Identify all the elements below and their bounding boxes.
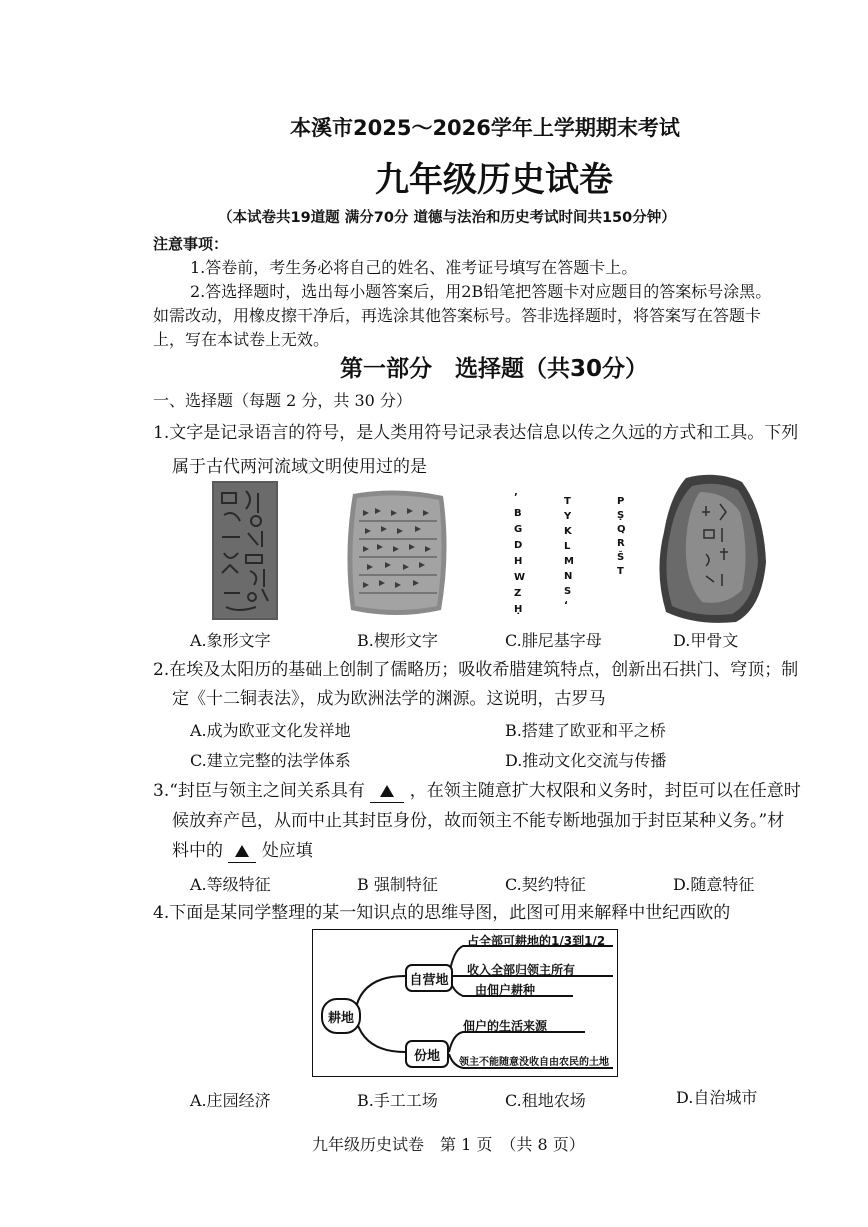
q3-stem-part-2: ，在领主随意扩大权限和义务时，封臣可以在任意时 — [409, 781, 801, 801]
q1-stem-line-1: 1.文字是记录语言的符号，是人类用符号记录表达信息以传之久远的方式和工具。下列 — [153, 423, 799, 443]
notice-item-2-line-3: 上，写在本试卷上无效。 — [153, 330, 330, 349]
q4-stem-line-1: 4.下面是某同学整理的某一知识点的思维导图，此图可用来解释中世纪西欧的 — [153, 903, 731, 923]
q4-option-d[interactable]: D.自治城市 — [676, 1088, 758, 1107]
alphabet-letter: S — [564, 586, 572, 597]
notice-item-2-line-2: 如需改动，用橡皮擦干净后，再选涂其他答案标号。答非选择题时，将答案写在答题卡 — [153, 306, 762, 325]
q1-option-a[interactable]: A.象形文字 — [190, 631, 271, 650]
mind-map-root: 耕地 — [321, 998, 361, 1034]
alphabet-letter: K — [564, 526, 572, 537]
q3-stem-part-1: 3.“封臣与领主之间关系具有 — [153, 781, 365, 801]
oracle-bone-image — [656, 472, 768, 624]
alphabet-letter: ‘ — [564, 600, 568, 611]
alphabet-letter: Z — [514, 588, 522, 599]
q4-option-c[interactable]: C.租地农场 — [505, 1091, 586, 1110]
cuneiform-tablet-image — [345, 488, 449, 618]
q3-stem-line-3 — [172, 840, 313, 863]
q4-option-a[interactable]: A.庄园经济 — [190, 1091, 271, 1110]
alphabet-letter: G — [514, 524, 523, 535]
exam-title: 本溪市2025～2026学年上学期期末考试 — [290, 116, 680, 140]
notice-heading: 注意事项： — [153, 235, 229, 253]
mind-map-leaf: 由佃户耕种 — [475, 983, 536, 997]
q1-option-c[interactable]: C.腓尼基字母 — [505, 631, 602, 650]
section1-heading: 一、选择题（每题 2 分，共 30 分） — [153, 391, 412, 410]
notice-item-1: 1.答卷前，考生务必将自己的姓名、准考证号填写在答题卡上。 — [190, 258, 638, 277]
mind-map-leaf: 收入全部归领主所有 — [467, 963, 576, 977]
q3-option-b[interactable]: B 强制特征 — [357, 875, 438, 894]
mind-map-leaf: 领主不能随意没收自由农民的土地 — [459, 1057, 609, 1068]
alphabet-letter: Ṣ — [617, 510, 625, 521]
mind-map-branch-tenant-land: 份地 — [405, 1040, 449, 1068]
q3-option-d[interactable]: D.随意特征 — [673, 875, 755, 894]
mind-map — [312, 929, 618, 1077]
q2-option-b[interactable]: B.搭建了欧亚和平之桥 — [505, 721, 666, 740]
q2-option-d[interactable]: D.推动文化交流与传播 — [505, 751, 667, 770]
mind-map-branch-demesne: 自营地 — [405, 964, 453, 992]
hieroglyph-image — [212, 481, 278, 620]
alphabet-letter: Y — [564, 511, 572, 522]
q3-stem-line-1 — [153, 780, 801, 803]
q3-stem-part-3: 料中的 — [172, 841, 223, 861]
blank-triangle-icon — [370, 780, 404, 803]
q2-option-c[interactable]: C.建立完整的法学体系 — [190, 751, 351, 770]
q2-stem-line-2: 定《十二铜表法》，成为欧洲法学的渊源。这说明，古罗马 — [172, 689, 606, 709]
paper-subtitle: （本试卷共19道题 满分70分 道德与法治和历史考试时间共150分钟） — [218, 210, 676, 226]
part1-title: 第一部分 选择题（共30分） — [340, 356, 649, 382]
alphabet-letter: N — [564, 571, 573, 582]
alphabet-letter: H — [514, 556, 523, 567]
q3-option-c[interactable]: C.契约特征 — [505, 875, 586, 894]
alphabet-letter: T — [617, 566, 624, 577]
q3-stem-part-4: 处应填 — [261, 841, 313, 861]
q2-stem-line-1: 2.在埃及太阳历的基础上创制了儒略历；吸收希腊建筑特点，创新出石拱门、穹顶；制 — [153, 660, 799, 680]
q1-option-d[interactable]: D.甲骨文 — [673, 631, 739, 650]
alphabet-letter: ’ — [514, 492, 518, 503]
q3-option-a[interactable]: A.等级特征 — [190, 875, 271, 894]
alphabet-letter: D — [514, 540, 523, 551]
alphabet-letter: L — [564, 541, 571, 552]
q1-stem-line-2: 属于古代两河流域文明使用过的是 — [172, 457, 427, 477]
blank-triangle-icon — [228, 840, 256, 863]
alphabet-letter: T — [564, 496, 571, 507]
mind-map-leaf: 佃户的生活来源 — [463, 1019, 548, 1033]
alphabet-letter: Ḥ — [514, 604, 523, 615]
alphabet-letter: Q — [617, 524, 626, 535]
alphabet-letter: Š — [617, 552, 625, 563]
q4-option-b[interactable]: B.手工工场 — [357, 1091, 438, 1110]
q2-option-a[interactable]: A.成为欧亚文化发祥地 — [190, 721, 351, 740]
paper-title: 九年级历史试卷 — [375, 160, 613, 200]
alphabet-letter: R — [617, 538, 625, 549]
mind-map-leaf: 占全部可耕地的1/3到1/2 — [467, 934, 606, 948]
q1-option-b[interactable]: B.楔形文字 — [357, 631, 438, 650]
alphabet-letter: W — [514, 572, 526, 583]
notice-item-2-line-1: 2.答选择题时，选出每小题答案后，用2B铅笔把答题卡对应题目的答案标号涂黑。 — [190, 282, 772, 301]
alphabet-letter: P — [617, 496, 625, 507]
q3-stem-line-2: 候放弃产邑，从而中止其封臣身份，故而领主不能专断地强加于封臣某种义务。”材 — [172, 811, 785, 831]
alphabet-letter: B — [514, 508, 522, 519]
alphabet-letter: M — [564, 556, 574, 567]
page-footer: 九年级历史试卷 第 1 页 （共 8 页） — [312, 1135, 585, 1154]
